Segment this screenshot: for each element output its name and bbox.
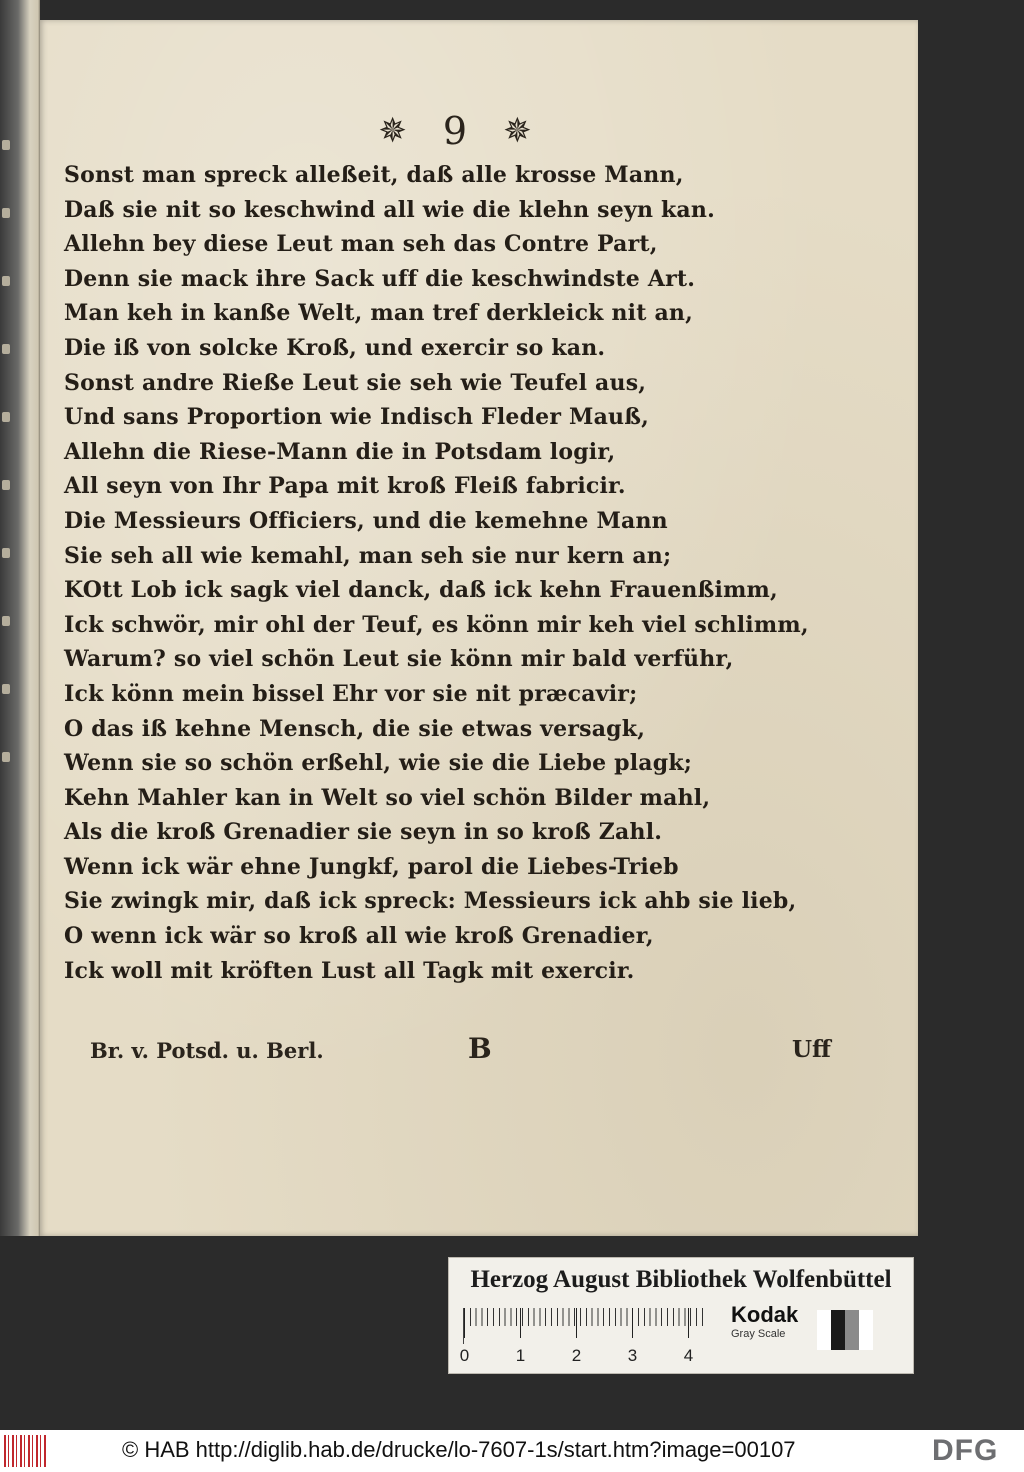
edge-marks bbox=[2, 140, 16, 840]
ruler bbox=[459, 1308, 704, 1365]
ornament-left-icon: ✵ bbox=[378, 111, 407, 151]
verse-line: Daß sie nit so keschwind all wie die klehn seyn kan. bbox=[64, 196, 715, 223]
verse-line: Sonst man spreck alleßeit, daß alle krosse Mann, bbox=[64, 162, 684, 188]
ruler-major-tick bbox=[632, 1308, 633, 1338]
gray-scale-card bbox=[448, 1257, 914, 1374]
verse-line: All seyn von Ihr Papa mit kroß Fleiß fabricir. bbox=[64, 473, 626, 500]
catchword: Uff bbox=[792, 1036, 831, 1063]
verse-line: O das iß kehne Mensch, die sie etwas versagk, bbox=[64, 715, 646, 742]
verse-line: Ick schwör, mir ohl der Teuf, es könn mir keh viel schlimm, bbox=[64, 611, 809, 638]
kodak-subtitle: Gray Scale bbox=[731, 1328, 786, 1340]
ruler-ticks bbox=[464, 1308, 704, 1344]
verse-line: O wenn ick wär so kroß all wie kroß Grenadier, bbox=[64, 923, 654, 950]
page-footer bbox=[90, 1032, 850, 1072]
swatch-patch bbox=[817, 1310, 831, 1350]
verse-line: Allehn bey diese Leut man seh das Contre Part, bbox=[64, 231, 658, 258]
verse-line: Sie seh all wie kemahl, man seh sie nur kern an; bbox=[64, 542, 672, 569]
ruler-major-tick bbox=[576, 1308, 577, 1338]
verse-line: Ick woll mit kröften Lust all Tagk mit exercir. bbox=[64, 957, 635, 984]
verse-line: Ick könn mein bissel Ehr vor sie nit præcavir; bbox=[64, 680, 638, 707]
verse-line: Als die kroß Grenadier sie seyn in so kroß Zahl. bbox=[64, 819, 663, 846]
verse-line: Die Messieurs Officiers, und die kemehne Mann bbox=[64, 507, 668, 534]
signature-mark: B bbox=[468, 1032, 492, 1065]
library-name: Herzog August Bibliothek Wolfenbüttel bbox=[470, 1266, 892, 1293]
ruler-label: 4 bbox=[683, 1346, 694, 1365]
swatch-patch bbox=[859, 1310, 873, 1350]
verse-line: Denn sie mack ihre Sack uff die keschwindste Art. bbox=[64, 265, 696, 292]
barcode-icon bbox=[4, 1435, 46, 1467]
verse-line: Sie zwingk mir, daß ick spreck: Messieurs ick ahb sie lieb, bbox=[64, 888, 797, 915]
signature-line: Br. v. Potsd. u. Berl. bbox=[90, 1038, 324, 1063]
verse-line: Wenn sie so schön erßehl, wie sie die Liebe plagk; bbox=[64, 750, 693, 777]
dfg-logo: DFG bbox=[932, 1434, 999, 1467]
verse-line: Sonst andre Rieße Leut sie seh wie Teufel aus, bbox=[64, 369, 647, 396]
page-number: 9 bbox=[442, 109, 468, 153]
verse-line: Allehn die Riese-Mann die in Potsdam logir, bbox=[64, 438, 616, 465]
verse-line: Warum? so viel schön Leut sie könn mir bald verführ, bbox=[64, 646, 734, 673]
verse-line: Kehn Mahler kan in Welt so viel schön Bilder mahl, bbox=[64, 784, 711, 811]
swatch-patch bbox=[845, 1310, 859, 1350]
verse-line: KOtt Lob ick sagk viel danck, daß ick kehn Frauenßimm, bbox=[64, 577, 778, 604]
gray-swatch bbox=[817, 1310, 873, 1350]
verse-line: Man keh in kanße Welt, man tref derkleick nit an, bbox=[64, 300, 693, 327]
page-header bbox=[330, 108, 580, 154]
swatch-patch bbox=[831, 1310, 845, 1350]
verse-text bbox=[64, 158, 809, 988]
ruler-major-tick bbox=[688, 1308, 689, 1338]
ruler-label: 3 bbox=[627, 1346, 638, 1365]
kodak-brand: Kodak bbox=[731, 1302, 799, 1327]
copyright-link[interactable]: © HAB http://diglib.hab.de/drucke/lo-7607-1s/start.htm?image=00107 bbox=[122, 1437, 796, 1462]
ruler-major-tick bbox=[520, 1308, 521, 1338]
verse-line: Wenn ick wär ehne Jungkf, parol die Liebes-Trieb bbox=[64, 853, 679, 880]
ruler-label: 2 bbox=[571, 1346, 582, 1365]
verse-line: Und sans Proportion wie Indisch Fleder Mauß, bbox=[64, 404, 650, 431]
ruler-label: 1 bbox=[515, 1346, 526, 1365]
book-edge bbox=[0, 0, 40, 1236]
ornament-right-icon: ✵ bbox=[503, 111, 532, 151]
book-page bbox=[40, 20, 918, 1236]
verse-line: Die iß von solcke Kroß, und exercir so kan. bbox=[64, 334, 606, 361]
ruler-label: 0 bbox=[459, 1346, 470, 1365]
bottom-bar bbox=[0, 1430, 1024, 1472]
ruler-major-tick bbox=[464, 1308, 465, 1338]
